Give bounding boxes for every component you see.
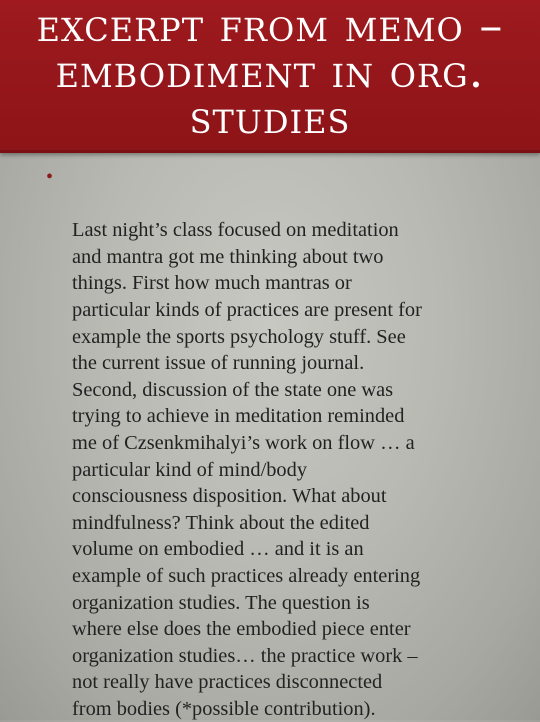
bullet-marker: • [46, 166, 54, 188]
bullet-list [46, 164, 520, 722]
bullet-text: Last night’s class focused on meditation and mantra got me thinking about two things. First how much mantras or particular kinds of practices are present for example the sports psychology stuff. See the current issue of running journal. Second, discussion of the state one was trying to achieve in meditation reminded me of Czsenkmihalyi’s work on flow … a particular kind of mind/body consciousness disposition. What about mindfulness? Think about the edited volume on embodied … and it is an example of such practices already entering organization studies. The question is where else does the embodied piece enter organization studies… the practice work – not really have practices disconnected from bodies (*possible contribution). [72, 219, 422, 720]
bullet-item [46, 164, 520, 722]
slide-title: excerpt from memo – embodiment in org. studies [36, 0, 504, 144]
title-bar [0, 0, 540, 153]
